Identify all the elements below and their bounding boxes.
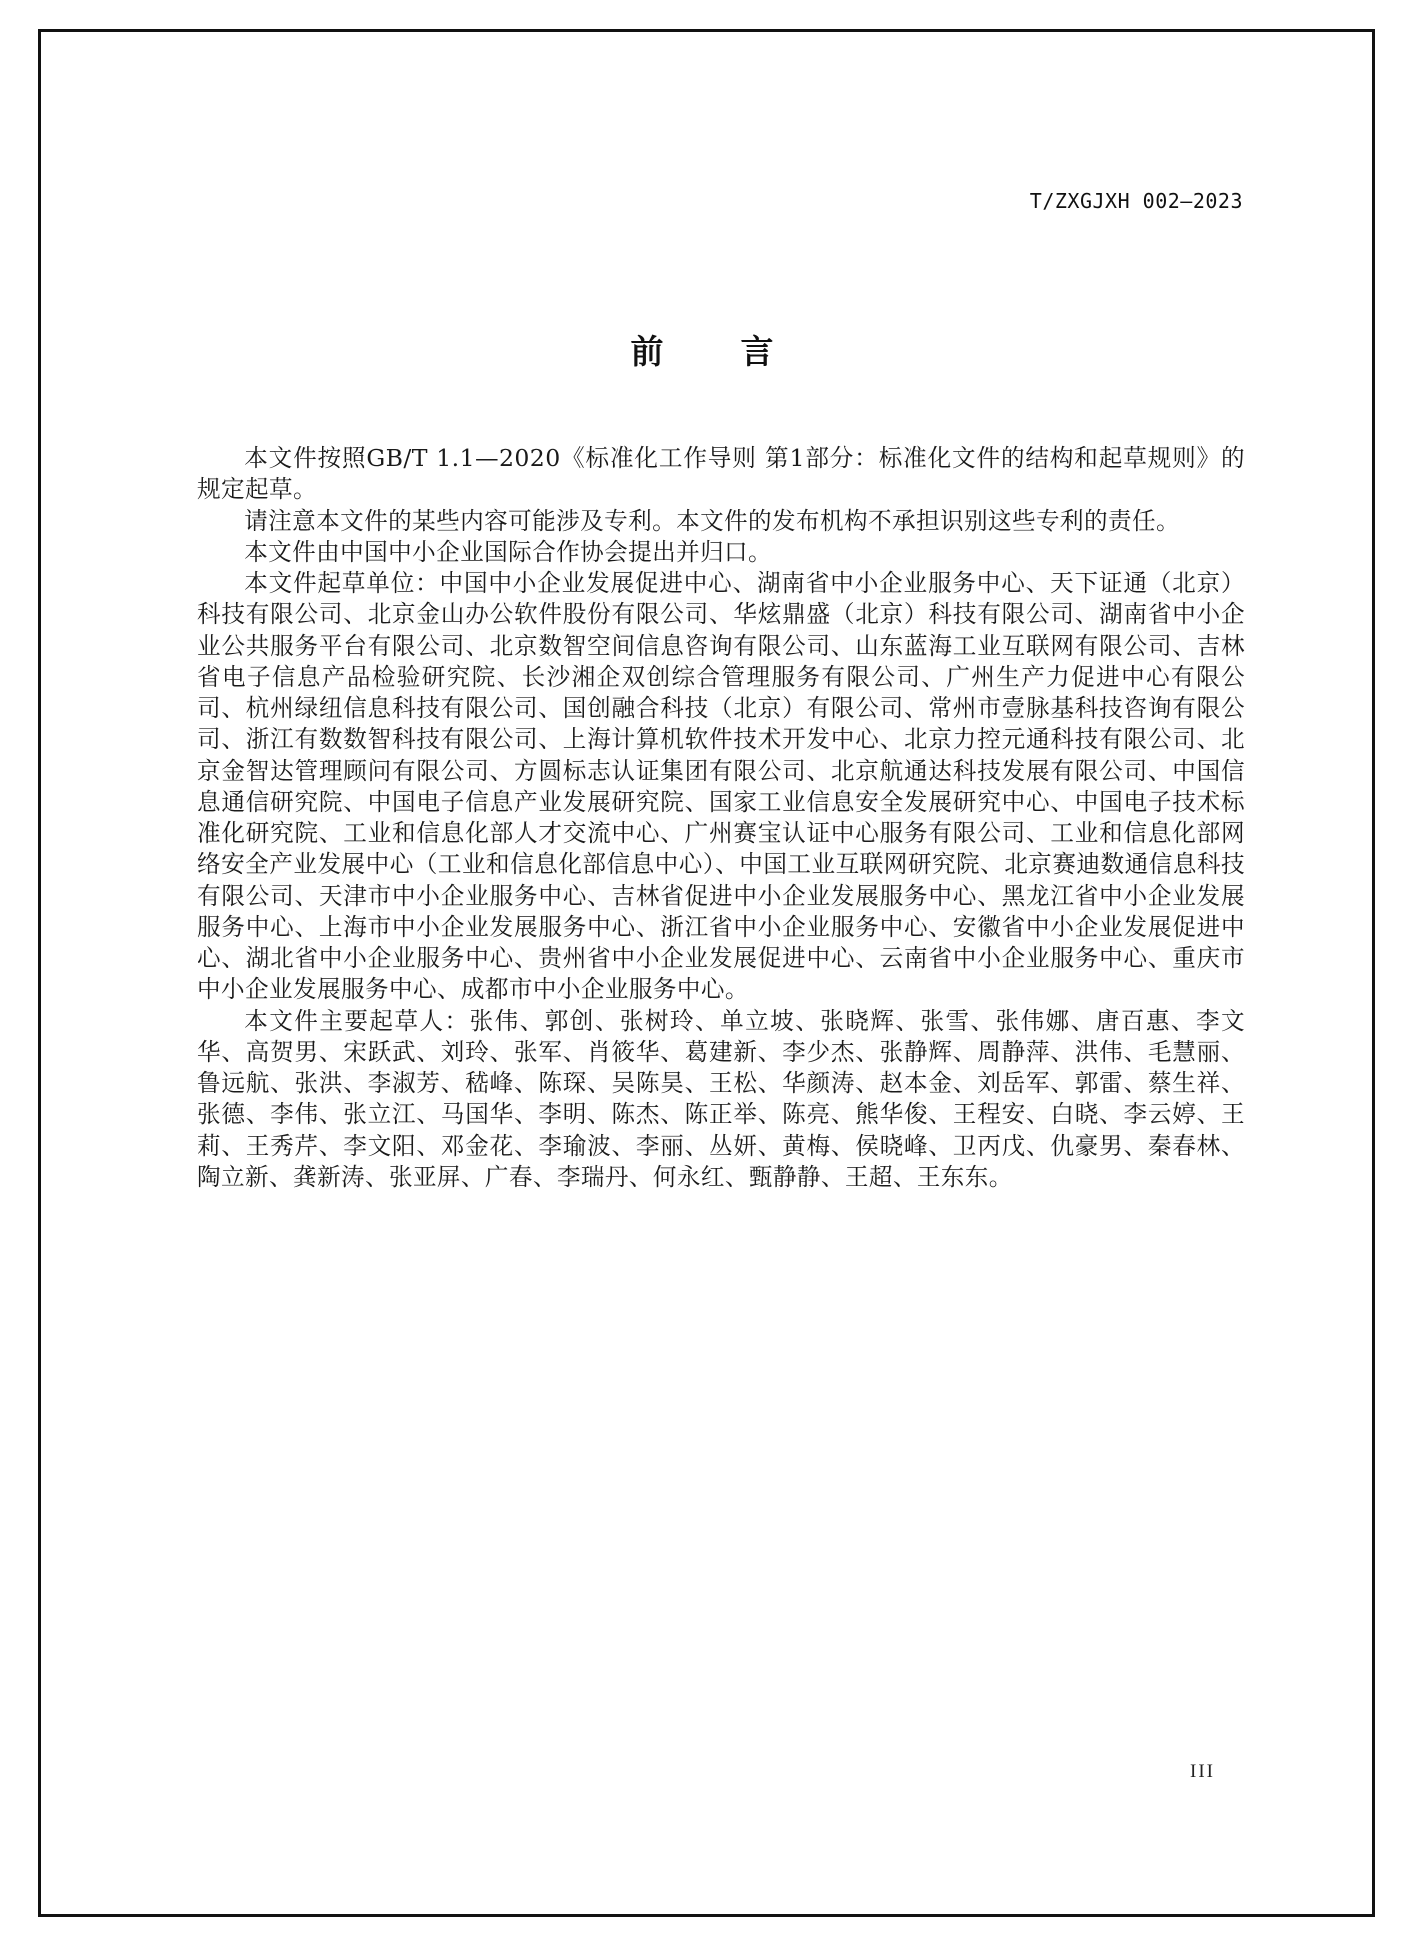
paragraph-drafters: 本文件主要起草人：张伟、郭创、张树玲、单立坡、张晓辉、张雪、张伟娜、唐百惠、李文华、高贺男、宋跃武、刘玲、张军、肖筱华、葛建新、李少杰、张静辉、周静萍、洪伟、毛慧丽、鲁远航、张洪、李淑芳、嵇峰、陈琛、吴陈昊、王松、华颜涛、赵本金、刘岳军、郭雷、蔡生祥、张德、李伟、张立江、马国华、李明、陈杰、陈正举、陈亮、熊华俊、王程安、白晓、李云婷、王莉、王秀芹、李文阳、邓金花、李瑜波、李丽、丛妍、黄梅、侯晓峰、卫丙戊、仇豪男、秦春林、陶立新、龚新涛、张亚屏、广春、李瑞丹、何永红、甄静静、王超、王东东。 — [197, 1006, 1245, 1191]
page-number: III — [1190, 1761, 1215, 1782]
foreword-body — [197, 443, 1245, 1193]
paragraph-proposer: 本文件由中国中小企业国际合作协会提出并归口。 — [244, 537, 773, 566]
paragraph-drafting-units: 本文件起草单位：中国中小企业发展促进中心、湖南省中小企业服务中心、天下证通（北京）科技有限公司、北京金山办公软件股份有限公司、华炫鼎盛（北京）科技有限公司、湖南省中小企业公共服务平台有限公司、北京数智空间信息咨询有限公司、山东蓝海工业互联网有限公司、吉林省电子信息产品检验研究院、长沙湘企双创综合管理服务有限公司、广州生产力促进中心有限公司、杭州绿纽信息科技有限公司、国创融合科技（北京）有限公司、常州市壹脉基科技咨询有限公司、浙江有数数智科技有限公司、上海计算机软件技术开发中心、北京力控元通科技有限公司、北京金智达管理顾问有限公司、方圆标志认证集团有限公司、北京航通达科技发展有限公司、中国信息通信研究院、中国电子信息产业发展研究院、国家工业信息安全发展研究中心、中国电子技术标准化研究院、工业和信息化部人才交流中心、广州赛宝认证中心服务有限公司、工业和信息化部网络安全产业发展中心（工业和信息化部信息中心）、中国工业互联网研究院、北京赛迪数通信息科技有限公司、天津市中小企业服务中心、吉林省促进中小企业发展服务中心、黑龙江省中小企业发展服务中心、上海市中小企业发展服务中心、浙江省中小企业服务中心、安徽省中小企业发展促进中心、湖北省中小企业服务中心、贵州省中小企业发展促进中心、云南省中小企业服务中心、重庆市中小企业发展服务中心、成都市中小企业服务中心。 — [197, 569, 1245, 1004]
paragraph-patent-notice: 请注意本文件的某些内容可能涉及专利。本文件的发布机构不承担识别这些专利的责任。 — [244, 506, 1180, 535]
paragraph-drafting-rules: 本文件按照GB/T 1.1—2020《标准化工作导则 第1部分：标准化文件的结构和起草规则》的规定起草。 — [197, 444, 1245, 504]
page-title: 前言 — [630, 332, 851, 371]
document-code: T/ZXGJXH 002—2023 — [1029, 189, 1243, 213]
